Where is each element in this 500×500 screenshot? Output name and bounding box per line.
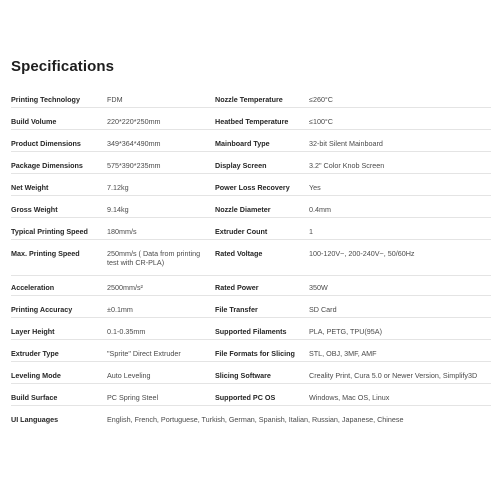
spec-label: File Transfer — [215, 305, 258, 314]
spec-value: 349*364*490mm — [107, 139, 161, 148]
spec-value: 220*220*250mm — [107, 117, 161, 126]
spec-value: ≤100°C — [309, 117, 334, 126]
spec-value: 250mm/s ( Data from printing test with CR-PLA) — [107, 249, 201, 268]
spec-value: "Sprite" Direct Extruder — [107, 349, 181, 358]
spec-label: Build Volume — [11, 117, 57, 126]
spec-value: 100-120V~, 200-240V~, 50/60Hz — [309, 249, 415, 258]
spec-label: UI Languages — [11, 415, 59, 424]
row-divider — [11, 217, 491, 218]
row-divider — [11, 339, 491, 340]
spec-label: Net Weight — [11, 183, 49, 192]
spec-label: Printing Accuracy — [11, 305, 73, 314]
row-divider — [11, 151, 491, 152]
row-divider — [11, 129, 491, 130]
page-title: Specifications — [11, 58, 115, 75]
spec-label: Nozzle Temperature — [215, 95, 283, 104]
spec-label: Package Dimensions — [11, 161, 83, 170]
row-divider — [11, 173, 491, 174]
spec-label: Rated Power — [215, 283, 259, 292]
spec-label: Layer Height — [11, 327, 55, 336]
spec-label: Supported Filaments — [215, 327, 287, 336]
spec-label: Typical Printing Speed — [11, 227, 88, 236]
row-divider — [11, 275, 491, 276]
spec-value: PLA, PETG, TPU(95A) — [309, 327, 382, 336]
row-divider — [11, 107, 491, 108]
spec-value: 7.12kg — [107, 183, 129, 192]
spec-label: Supported PC OS — [215, 393, 276, 402]
row-divider — [11, 317, 491, 318]
spec-value: 0.1-0.35mm — [107, 327, 146, 336]
spec-value: ±0.1mm — [107, 305, 133, 314]
spec-value: English, French, Portuguese, Turkish, German, Spanish, Italian, Russian, Japanese, Chinese — [107, 415, 404, 424]
spec-value: FDM — [107, 95, 123, 104]
spec-value: 0.4mm — [309, 205, 331, 214]
spec-label: Extruder Type — [11, 349, 59, 358]
spec-value: Creality Print, Cura 5.0 or Newer Version, Simplify3D — [309, 371, 478, 380]
spec-value: PC Spring Steel — [107, 393, 159, 402]
spec-label: Nozzle Diameter — [215, 205, 271, 214]
spec-value: Yes — [309, 183, 321, 192]
spec-label: Mainboard Type — [215, 139, 270, 148]
row-divider — [11, 361, 491, 362]
row-divider — [11, 239, 491, 240]
spec-label: Printing Technology — [11, 95, 80, 104]
spec-value: SD Card — [309, 305, 337, 314]
spec-value: ≤260°C — [309, 95, 334, 104]
row-divider — [11, 295, 491, 296]
spec-value: 9.14kg — [107, 205, 129, 214]
spec-label: Rated Voltage — [215, 249, 263, 258]
spec-label: Gross Weight — [11, 205, 58, 214]
spec-label: Build Surface — [11, 393, 58, 402]
spec-value: Auto Leveling — [107, 371, 151, 380]
spec-label: Power Loss Recovery — [215, 183, 290, 192]
spec-value: 3.2" Color Knob Screen — [309, 161, 385, 170]
spec-value: 575*390*235mm — [107, 161, 161, 170]
spec-label: Acceleration — [11, 283, 55, 292]
spec-value: STL, OBJ, 3MF, AMF — [309, 349, 377, 358]
row-divider — [11, 383, 491, 384]
spec-label: File Formats for Slicing — [215, 349, 295, 358]
spec-label: Leveling Mode — [11, 371, 61, 380]
spec-label: Display Screen — [215, 161, 267, 170]
spec-label: Extruder Count — [215, 227, 268, 236]
spec-value: 2500mm/s² — [107, 283, 143, 292]
spec-value: 1 — [309, 227, 313, 236]
spec-value: 350W — [309, 283, 328, 292]
spec-label: Product Dimensions — [11, 139, 81, 148]
spec-value: 180mm/s — [107, 227, 137, 236]
spec-value: 32-bit Silent Mainboard — [309, 139, 383, 148]
spec-value: Windows, Mac OS, Linux — [309, 393, 390, 402]
spec-label: Max. Printing Speed — [11, 249, 80, 258]
row-divider — [11, 405, 491, 406]
spec-label: Slicing Software — [215, 371, 271, 380]
row-divider — [11, 195, 491, 196]
spec-label: Heatbed Temperature — [215, 117, 289, 126]
